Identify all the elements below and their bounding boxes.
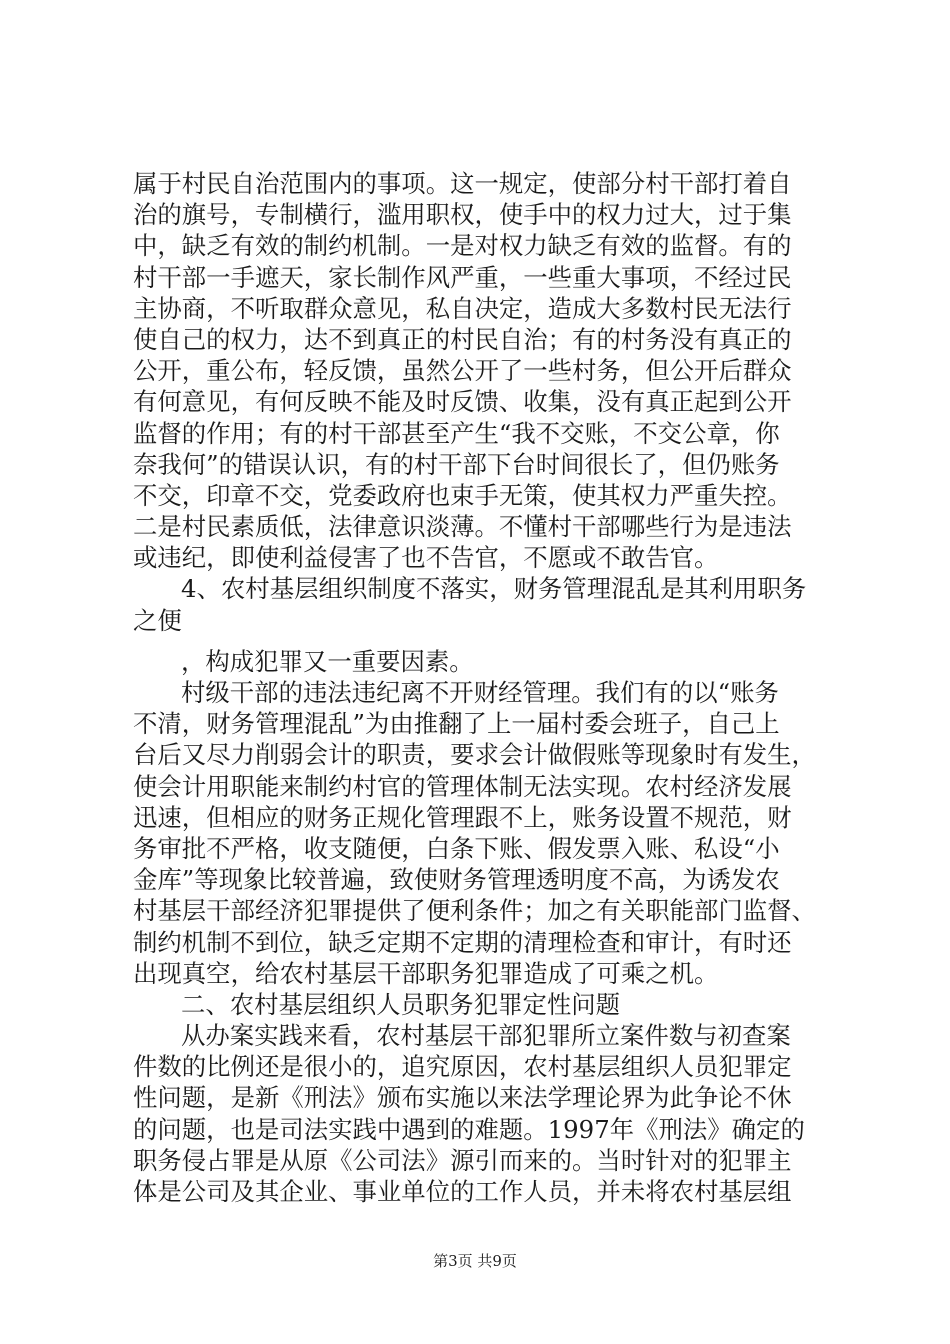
text-line: 的问题，也是司法实践中遇到的难题。1997年《刑法》确定的 <box>133 1114 805 1144</box>
text-line: 台后又尽力削弱会计的职责，要求会计做假账等现象时有发生， <box>133 740 816 770</box>
text-line: 性问题，是新《刑法》颁布实施以来法学理论界为此争论不休 <box>133 1083 792 1113</box>
text-line: 之便 <box>133 605 182 635</box>
text-line: 不清，财务管理混乱”为由推翻了上一届村委会班子，自己上 <box>133 709 780 739</box>
text-line: 治的旗号，专制横行，滥用职权，使手中的权力过大，过于集 <box>133 200 792 230</box>
text-line: 主协商，不听取群众意见，私自决定，造成大多数村民无法行 <box>133 293 792 323</box>
text-line: 职务侵占罪是从原《公司法》源引而来的。当时针对的犯罪主 <box>133 1145 792 1175</box>
text-line: 出现真空，给农村基层干部职务犯罪造成了可乘之机。 <box>133 958 719 988</box>
text-line: 金库”等现象比较普遍，致使财务管理透明度不高，为诱发农 <box>133 865 780 895</box>
text-line: 务审批不严格，收支随便，白条下账、假发票入账、私设“小 <box>133 833 780 863</box>
text-line: 使会计用职能来制约村官的管理体制无法实现。农村经济发展 <box>133 771 792 801</box>
text-line: 奈我何”的错误认识，有的村干部下台时间很长了，但仍账务 <box>133 449 780 479</box>
text-line: 监督的作用；有的村干部甚至产生“我不交账，不交公章，你 <box>133 418 780 448</box>
text-line: 使自己的权力，达不到真正的村民自治；有的村务没有真正的 <box>133 324 792 354</box>
text-line: ，构成犯罪又一重要因素。 <box>181 646 474 676</box>
text-line: 件数的比例还是很小的，追究原因，农村基层组织人员犯罪定 <box>133 1052 792 1082</box>
text-line: 村基层干部经济犯罪提供了便利条件；加之有关职能部门监督、 <box>133 896 816 926</box>
text-line: 制约机制不到位，缺乏定期不定期的清理检查和审计，有时还 <box>133 927 792 957</box>
text-line: 公开，重公布，轻反馈，虽然公开了一些村务，但公开后群众 <box>133 356 792 386</box>
text-line: 属于村民自治范围内的事项。这一规定，使部分村干部打着自 <box>133 169 792 198</box>
text-line: 迅速，但相应的财务正规化管理跟不上，账务设置不规范，财 <box>133 802 792 832</box>
section-heading: 4、农村基层组织制度不落实，财务管理混乱是其利用职务 <box>181 574 807 604</box>
text-line: 有何意见，有何反映不能及时反馈、收集，没有真正起到公开 <box>133 387 792 417</box>
text-line: 村干部一手遮天，家长制作风严重，一些重大事项，不经过民 <box>133 262 792 292</box>
text-line: 二是村民素质低，法律意识淡薄。不懂村干部哪些行为是违法 <box>133 512 792 542</box>
text-line: 体是公司及其企业、事业单位的工作人员，并未将农村基层组 <box>133 1177 792 1206</box>
section-heading: 二、农村基层组织人员职务犯罪定性问题 <box>181 989 621 1019</box>
body-text <box>133 168 833 1207</box>
page-number-footer: 第3页 共9页 <box>433 1252 517 1270</box>
text-line: 中，缺乏有效的制约机制。一是对权力缺乏有效的监督。有的 <box>133 231 792 261</box>
text-line: 不交，印章不交，党委政府也束手无策，使其权力严重失控。 <box>133 480 792 510</box>
text-line: 或违纪，即使利益侵害了也不告官，不愿或不敢告官。 <box>133 543 719 573</box>
paragraph-start: 从办案实践来看，农村基层干部犯罪所立案件数与初查案 <box>181 1021 791 1051</box>
paragraph-start: 村级干部的违法违纪离不开财经管理。我们有的以“账务 <box>181 678 779 707</box>
